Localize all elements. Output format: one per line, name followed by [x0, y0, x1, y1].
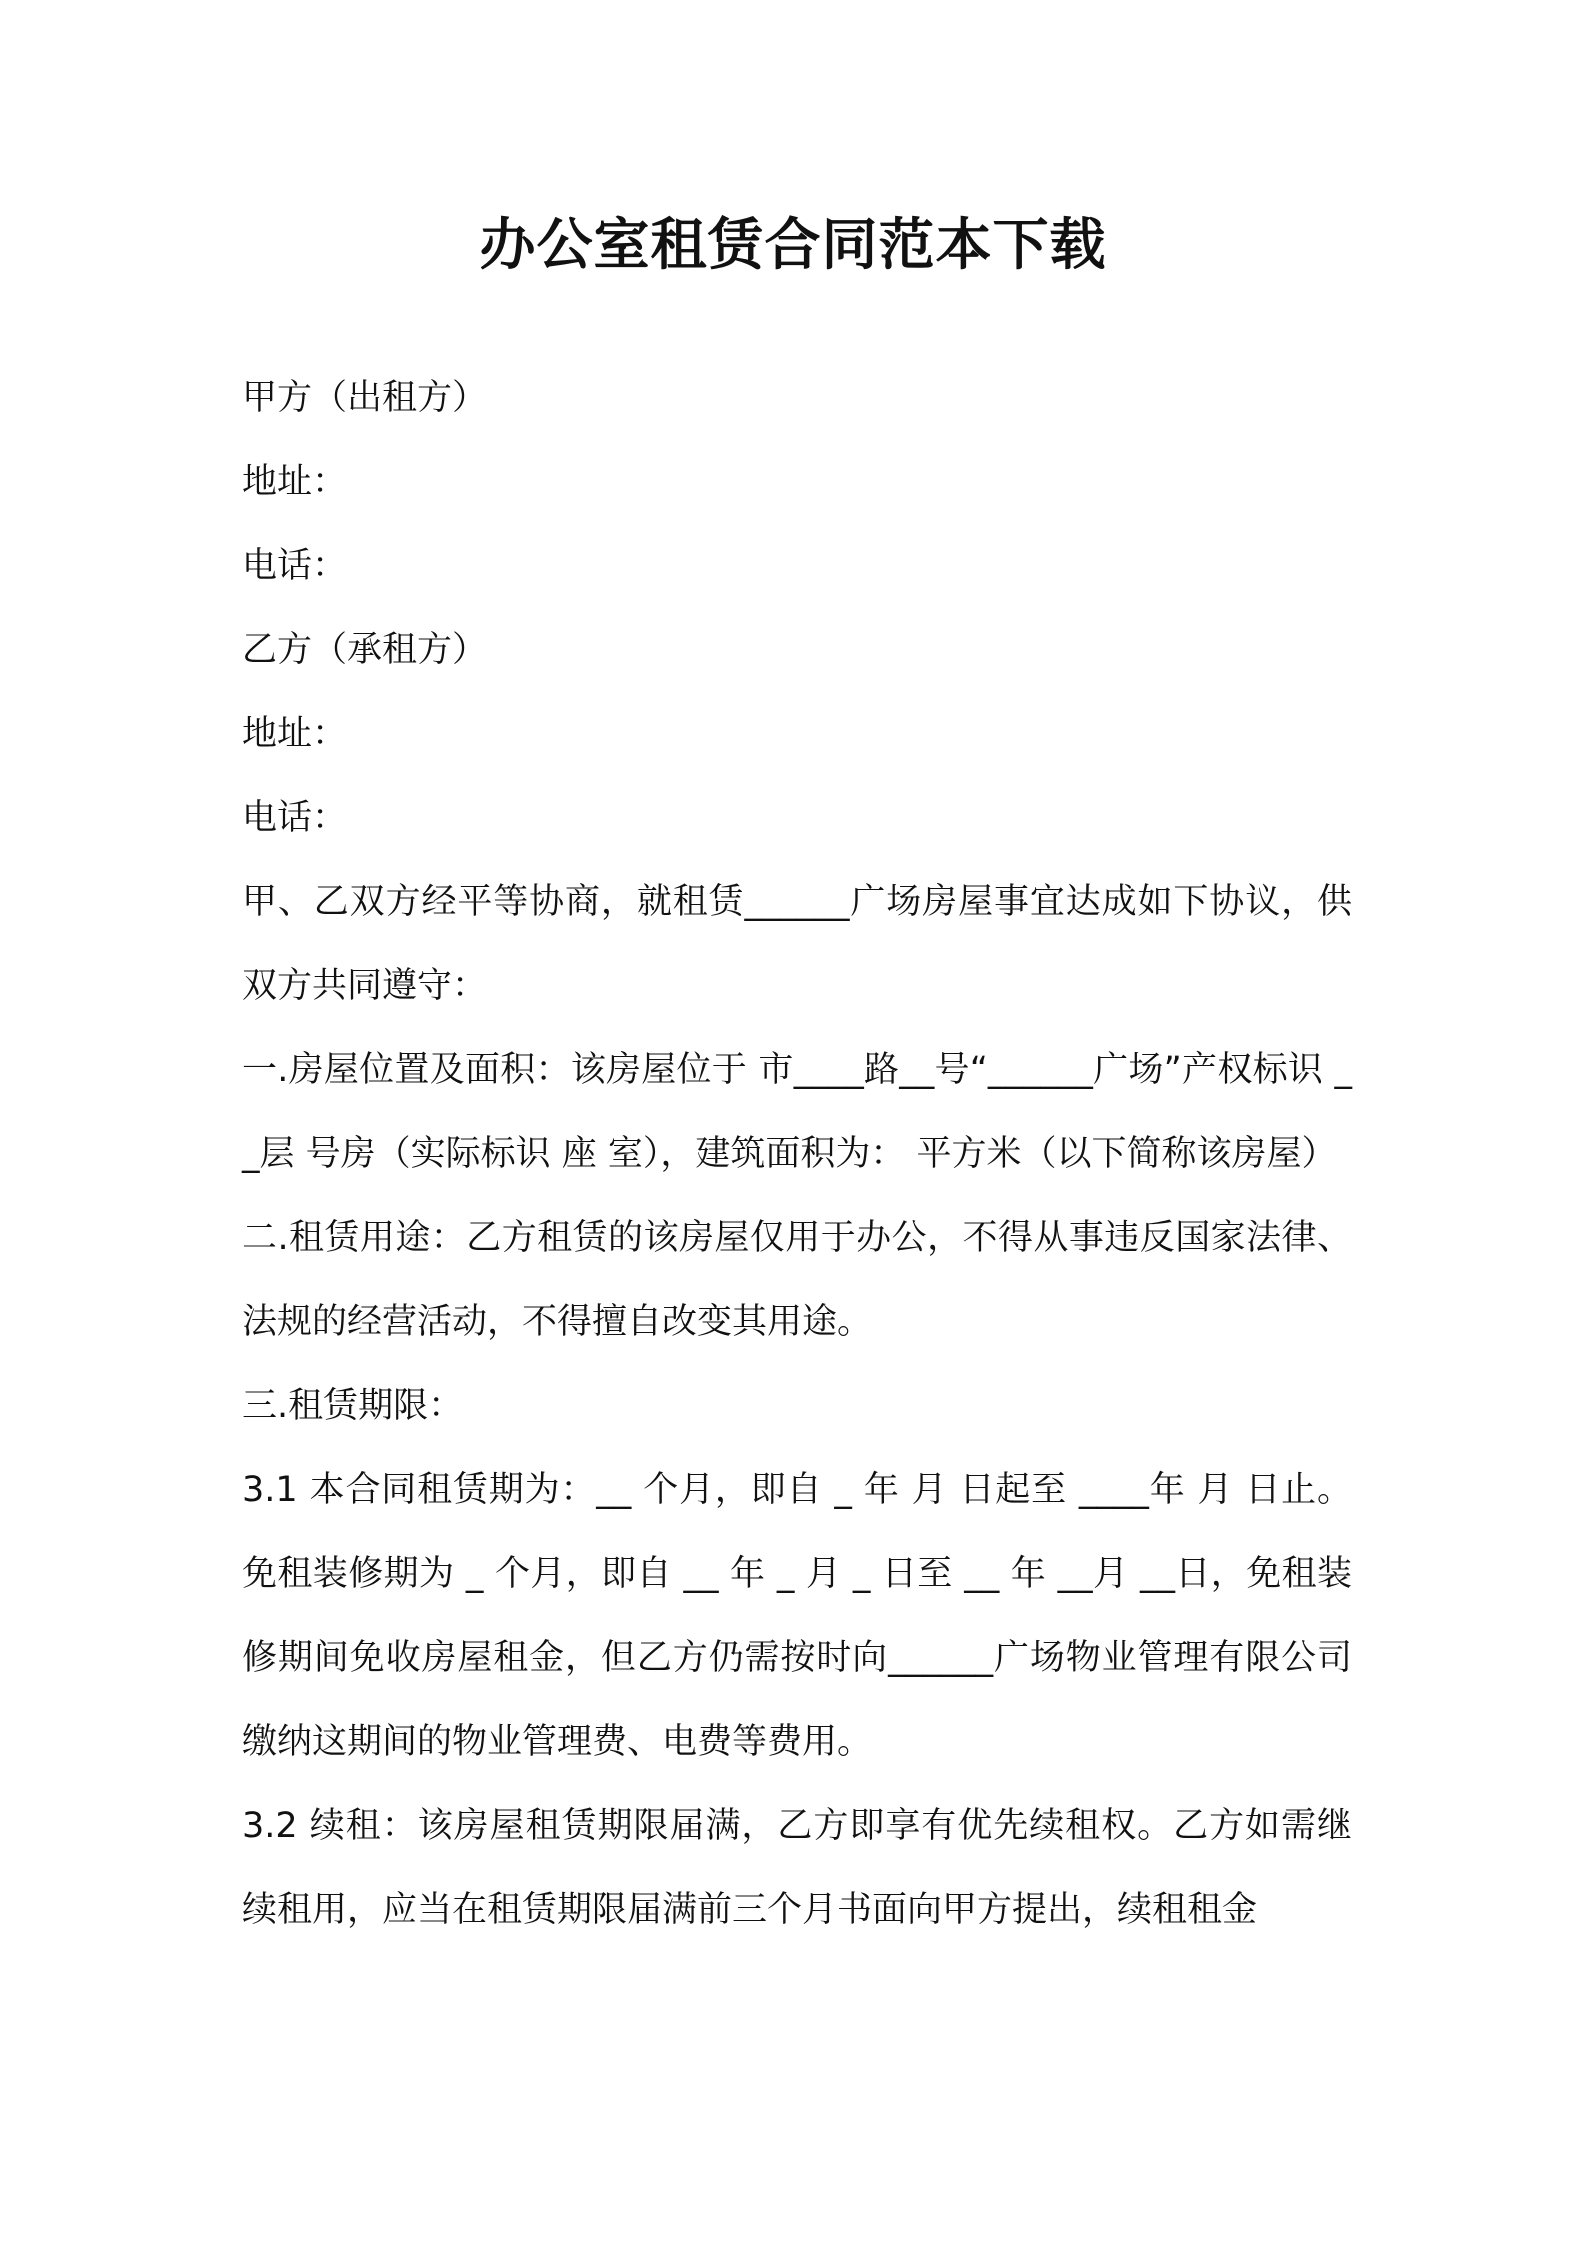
- clause-3-2-renewal: 3.2 续租：该房屋租赁期限届满，乙方即享有优先续租权。乙方如需继续租用，应当在租赁期限届满前三个月书面向甲方提出，续租租金: [242, 1806, 1352, 1930]
- document-body: [242, 356, 1352, 1952]
- clause-1-location: 一.房屋位置及面积：该房屋位于 市____路__号“______广场”产权标识 __层 号房（实际标识 座 室），建筑面积为： 平方米（以下简称该房屋）: [242, 1050, 1352, 1174]
- clause-3-1-term: 3.1 本合同租赁期为：__ 个月，即自 _ 年 月 日起至 ____年 月 日止。免租装修期为 _ 个月，即自 __ 年 _ 月 _ 日至 __ 年 __月 __日，免租装修期间免收房屋租金，但乙方仍需按时向______广场物业管理有限公司缴纳这期间的物业管理费、电费等费用。: [242, 1470, 1352, 1762]
- party-b-address: 地址：: [242, 714, 348, 754]
- clause-3-heading: 三.租赁期限：: [242, 1386, 464, 1426]
- party-b-label: 乙方（承租方）: [242, 630, 488, 670]
- clause-2-usage: 二.租赁用途：乙方租赁的该房屋仅用于办公，不得从事违反国家法律、法规的经营活动，不得擅自改变其用途。: [242, 1218, 1352, 1342]
- party-a-label: 甲方（出租方）: [242, 378, 488, 418]
- party-a-address: 地址：: [242, 462, 348, 502]
- document-title: 办公室租赁合同范本下载: [479, 213, 1107, 278]
- agreement-intro: 甲、乙双方经平等协商，就租赁______广场房屋事宜达成如下协议，供双方共同遵守：: [242, 882, 1352, 1006]
- party-a-phone: 电话：: [242, 546, 348, 586]
- party-b-phone: 电话：: [242, 798, 348, 838]
